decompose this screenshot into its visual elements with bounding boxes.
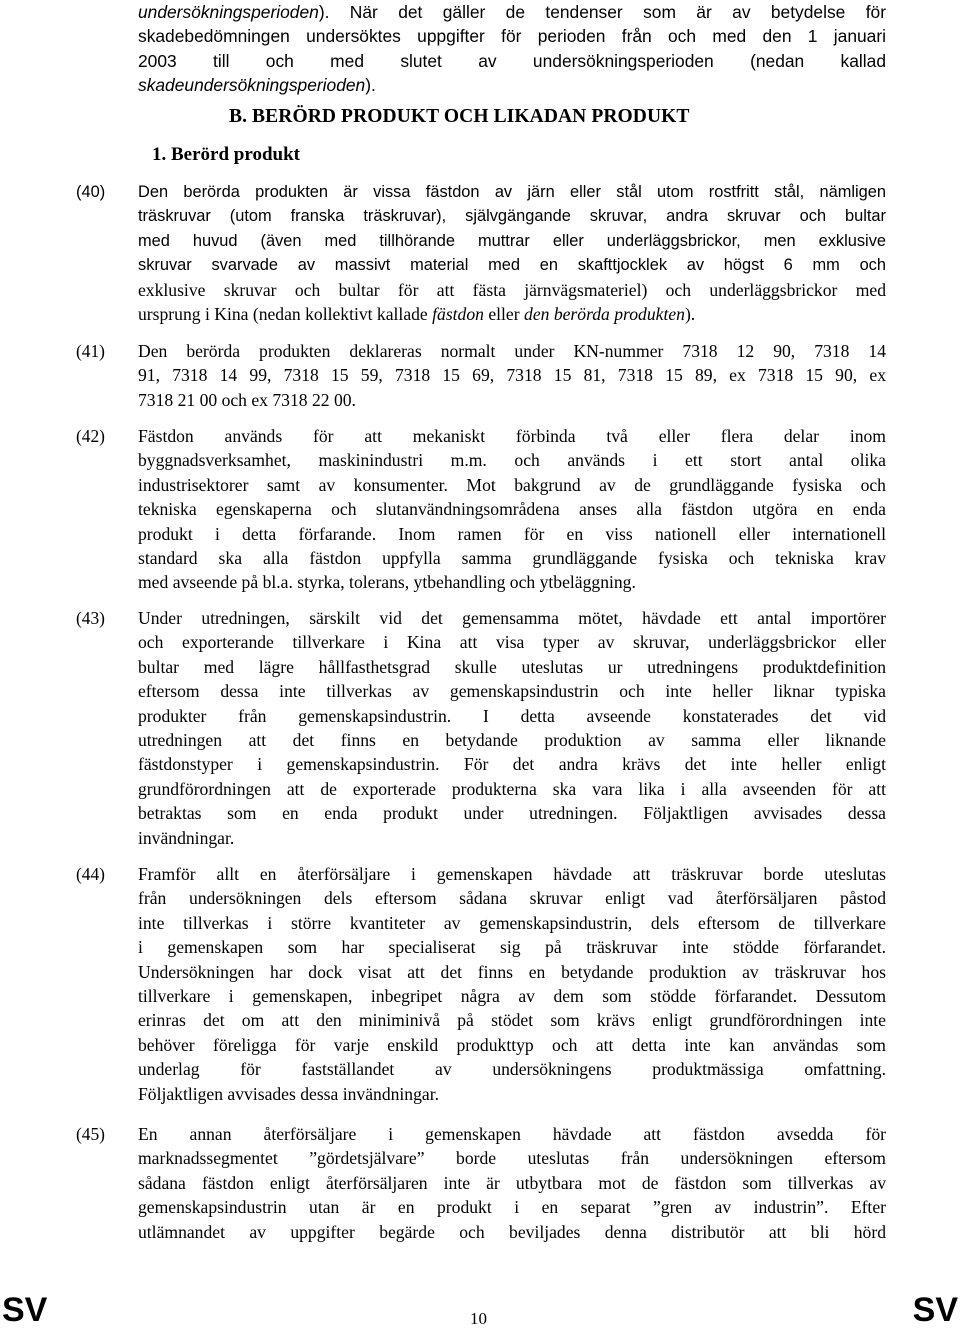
paragraph-line: grundförordningen att de exporterade produkterna ska vara lika i alla avseenden för att [138,778,886,799]
paragraph-body [138,339,886,412]
paragraph-line: från undersökningen dels eftersom sådana skruvar enligt vad återförsäljaren påstod [138,888,886,909]
paragraph-line [138,302,886,326]
paragraph-line: marknadssegmentet ”gördetsjälvare” borde uteslutas från undersökningen eftersom [138,1148,886,1169]
italic-term: den berörda produkten [524,304,685,325]
paragraph-line: Framför allt en återförsäljare i gemenskapen hävdade att träskruvar borde uteslutas [138,864,886,884]
paragraph-line [138,801,886,825]
intro-line-4-rest: ). [365,75,376,96]
paragraph-line: med huvud (även med tillhörande muttrar eller underläggsbrickor, men exklusive [138,231,886,250]
paragraph-number: (42) [76,426,105,446]
paragraph-body [138,606,886,850]
section-heading: B. BERÖRD PRODUKT OCH LIKADAN PRODUKT [229,106,690,127]
text-run: Inom ramen för en viss nationell eller internationell [398,523,886,544]
intro-paragraph [138,0,886,98]
paragraph-line: En annan återförsäljare i gemenskapen hävdade att fästdon avsedda för [138,1124,886,1144]
paragraph-line: Den berörda produkten är vissa fästdon av järn eller stål utom rostfritt stål, nämligen [138,183,886,201]
paragraph-line: Undersökningen har dock visat att det finns en betydande produktion av träskruvar hos [138,961,886,982]
paragraph-line: exklusive skruvar och bultar för att fästa järnvägsmateriel) och underläggsbrickor med [138,279,886,300]
text-run: ursprung i Kina (nedan kollektivt kallade [138,304,433,325]
italic-term: fästdon [432,304,484,325]
paragraph-line: gemenskapsindustrin utan är en produkt i en separat ”gren av industrin”. Efter [138,1197,886,1218]
text-run: Mot bakgrund av de grundläggande fysiska och [466,474,886,495]
paragraph-line: 7318 21 00 och ex 7318 22 00. [138,389,356,410]
paragraph-line: invändningar. [138,827,235,848]
paragraph-line: behöver föreligga för varje enskild produkttyp och att detta inte kan användas som [138,1034,886,1055]
paragraph-number: (44) [76,864,105,884]
paragraph-body [138,1122,886,1244]
text-run: betraktas som en enda produkt under utredningen. [138,803,644,824]
intro-italic-term-2: skadeundersökningsperioden [138,75,366,96]
paragraph-line: eftersom dessa inte tillverkas av gemenskapsindustrin och inte heller liknar typiska [138,681,886,702]
subsection-heading: 1. Berörd produkt [152,144,300,165]
text-run: med avseende på bl.a. [138,572,298,593]
paragraph-line: underlag för fastställandet av undersökningens produktmässiga omfattning. [138,1059,886,1080]
paragraph-line: träskruvar (utom franska träskruvar), självgängande skruvar, andra skruvar och bultar [138,207,886,226]
paragraph-body [138,424,886,595]
paragraph-line: inte tillverkas i större kvantiteter av gemenskapsindustrin, dels eftersom de tillverkare [138,912,886,933]
text-run: ). [684,304,696,325]
paragraph-line: standard ska alla fästdon uppfylla samma grundläggande fysiska och tekniska krav [138,548,886,569]
paragraph-line [138,984,886,1008]
paragraph-line: Följaktligen avvisades dessa invändningar. [138,1083,439,1104]
text-run: Dessutom [815,986,886,1007]
page-number: 10 [470,1309,487,1328]
paragraph-line: skruvar svarvade av massivt material med en skafttjocklek av högst 6 mm och [138,256,886,275]
footer-language-right: SV [912,1291,958,1329]
text-run: eller [483,304,525,325]
paragraph-line: tekniska egenskaperna och slutanvändningsområdena anses alla fästdon utgöra en enda [138,499,886,520]
paragraph-line [138,704,886,728]
paragraph-body [138,180,886,326]
paragraph-line: utlämnandet av uppgifter begärde och beviljades denna distributör att bli hörd [138,1221,886,1242]
paragraph-body [138,862,886,1106]
text-run: I detta avseende konstaterades det vid [482,705,886,726]
text-run: För det andra krävs det inte heller enligt [463,754,886,775]
paragraph-line [138,752,886,776]
paragraph-line: erinras det om att den miniminivå på stödet som krävs enligt grundförordningen inte [138,1010,886,1031]
paragraph-line [138,522,886,546]
paragraph-line: byggnadsverksamhet, maskinindustri m.m. och används i ett stort antal olika [138,450,886,471]
paragraph-line [138,570,886,594]
paragraph-number: (43) [76,608,105,628]
paragraph-line: och exporterande tillverkare i Kina att visa typer av skruvar, underläggsbrickor eller [138,632,886,653]
text-run: industrisektorer samt av konsumenter. [138,474,467,495]
paragraph-number: (40) [76,183,106,201]
paragraph-line: Under utredningen, särskilt vid det gemensamma mötet, hävdade ett antal importörer [138,608,886,628]
text-run: produkt i detta förfarande. [138,523,399,544]
intro-line-1-rest: ). När det gäller de tendenser som är av betydelse för [318,2,886,22]
paragraph-line: utredningen att det finns en betydande produktion av samma eller liknande [138,730,886,751]
text-run: tillverkare i gemenskapen, inbegripet några av dem som stödde förfarandet. [138,986,816,1007]
footer-language-left: SV [2,1291,48,1329]
intro-line-1 [138,0,886,24]
intro-line-2: skadebedömningen undersöktes uppgifter för perioden från och med den 1 januari [138,26,886,47]
paragraph-number: (41) [76,341,105,361]
paragraph-line: sådana fästdon enligt återförsäljaren inte är utbytbara mot de fästdon som tillverkas av [138,1172,886,1193]
paragraph-number: (45) [76,1124,105,1144]
paragraph-line: bultar med lägre hållfasthetsgrad skulle uteslutas ur utredningens produktdefinition [138,656,886,677]
paragraph-line: Fästdon används för att mekaniskt förbinda två eller flera delar inom [138,426,886,446]
text-run: produkter från gemenskapsindustrin. [138,705,483,726]
paragraph-line [138,473,886,497]
text-run: fästdonstyper i gemenskapsindustrin. [138,754,464,775]
intro-italic-term: undersökningsperioden [138,2,319,22]
text-run: styrka, tolerans, ytbehandling och ytbeläggning. [297,572,636,593]
intro-line-3: 2003 till och med slutet av undersökningsperioden (nedan kallad [138,50,886,71]
paragraph-line: 91, 7318 14 99, 7318 15 59, 7318 15 69, 7318 15 81, 7318 15 89, ex 7318 15 90, ex [138,365,886,386]
intro-line-4 [138,73,886,97]
paragraph-line: i gemenskapen som har specialiserat sig på träskruvar inte stödde förfarandet. [138,937,886,958]
paragraph-line: Den berörda produkten deklareras normalt under KN-nummer 7318 12 90, 7318 14 [138,341,886,361]
text-run: Följaktligen avvisades dessa [643,803,886,824]
